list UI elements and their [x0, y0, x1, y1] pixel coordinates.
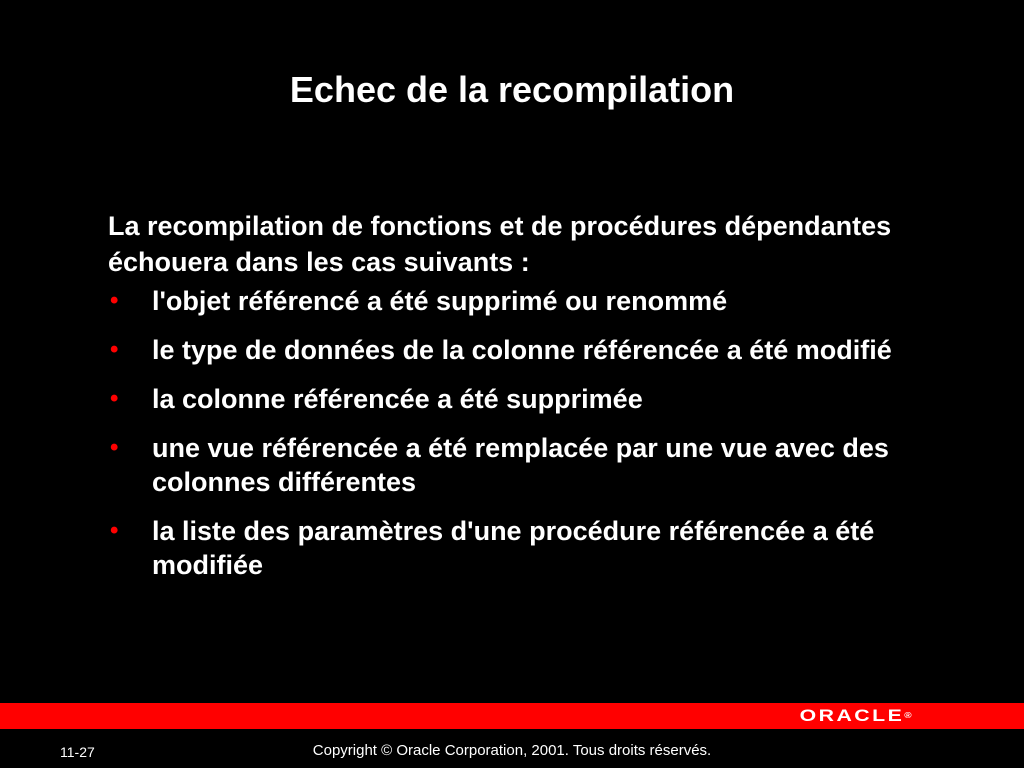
bullet-text: la liste des paramètres d'une procédure référencée a été modifiée	[152, 516, 875, 580]
bullet-item	[108, 514, 928, 582]
bullet-marker: •	[110, 385, 119, 412]
bullet-marker: •	[110, 336, 119, 363]
bullet-item	[108, 382, 928, 416]
registered-mark: ®	[904, 711, 912, 720]
bullet-text: le type de données de la colonne référencée a été modifié	[152, 335, 892, 365]
bullet-text: la colonne référencée a été supprimée	[152, 384, 643, 414]
oracle-logo-text: ORACLE	[799, 706, 905, 725]
page-number: 11-27	[60, 744, 95, 760]
bullet-marker: •	[110, 434, 119, 461]
bullet-marker: •	[110, 517, 119, 544]
bullet-text: l'objet référencé a été supprimé ou renommé	[152, 286, 728, 316]
bullet-item	[108, 333, 928, 367]
oracle-logo	[800, 707, 912, 725]
intro-paragraph: La recompilation de fonctions et de procédures dépendantes échouera dans les cas suivants :	[108, 211, 892, 277]
bullet-item	[108, 431, 928, 499]
bullet-item	[108, 284, 928, 318]
copyright-text: Copyright © Oracle Corporation, 2001. Tous droits réservés.	[312, 742, 712, 759]
slide-content	[108, 208, 928, 597]
bullet-list	[108, 284, 928, 582]
slide-title: Echec de la recompilation	[289, 69, 735, 110]
bullet-marker: •	[110, 287, 119, 314]
bullet-text: une vue référencée a été remplacée par une vue avec des colonnes différentes	[152, 433, 889, 497]
